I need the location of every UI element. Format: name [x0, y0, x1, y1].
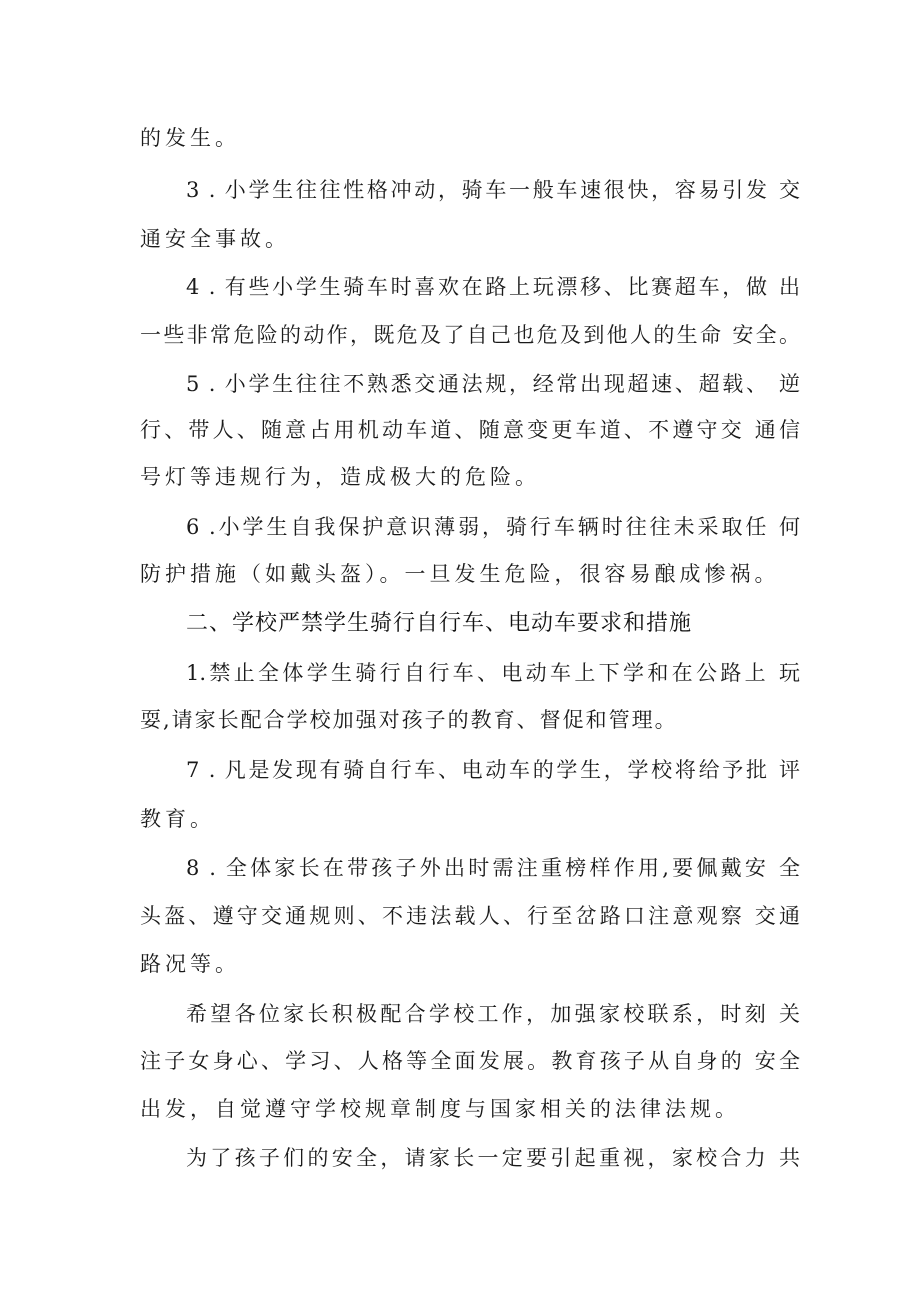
item-6-line-2: 防护措施（如戴头盔）。一旦发生危险，很容易酿成惨祸。 [140, 562, 780, 586]
rule-1-line-2: 耍,请家长配合学校加强对孩子的教育、督促和管理。 [140, 708, 678, 732]
closing-para-2-line-1: 为了孩子们的安全，请家长一定要引起重视，家校合力 共 [186, 1146, 800, 1170]
item-5-line-3: 号灯等违规行为，造成极大的危险。 [140, 465, 540, 489]
section-heading: 二、学校严禁学生骑行自行车、电动车要求和措施 [186, 611, 693, 636]
closing-para-1-line-1: 希望各位家长积极配合学校工作，加强家校联系，时刻 关 [186, 1002, 800, 1026]
item-5-line-2: 行、带人、随意占用机动车道、随意变更车道、不遵守交 通信 [140, 418, 800, 442]
text-line-1: 的发生。 [140, 126, 240, 150]
item-5-line-1: 5 . 小学生往往不熟悉交通法规，经常出现超速、超载、 逆 [186, 372, 800, 396]
item-3-line-2: 通安全事故。 [140, 227, 290, 251]
item-8-line-2: 头盔、遵守交通规则、不违法载人、行至岔路口注意观察 交通 [140, 904, 800, 928]
item-8-line-1: 8 . 全体家长在带孩子外出时需注重榜样作用,要佩戴安 全 [186, 856, 800, 880]
item-4-line-2: 一些非常危险的动作，既危及了自己也危及到他人的生命 安全。 [140, 323, 800, 347]
item-4-line-1: 4 . 有些小学生骑车时喜欢在路上玩漂移、比赛超车，做 出 [186, 275, 800, 299]
rule-1-line-1: 1.禁止全体学生骑行自行车、电动车上下学和在公路上 玩 [186, 661, 800, 685]
closing-para-1-line-3: 出发，自觉遵守学校规章制度与国家相关的法律法规。 [140, 1097, 740, 1121]
item-7-line-1: 7 . 凡是发现有骑自行车、电动车的学生，学校将给予批 评 [186, 758, 800, 782]
item-8-line-3: 路况等。 [140, 952, 240, 976]
item-3-line-1: 3 . 小学生往往性格冲动，骑车一般车速很快，容易引发 交 [186, 178, 800, 202]
closing-para-1-line-2: 注子女身心、学习、人格等全面发展。教育孩子从自身的 安全 [140, 1049, 800, 1073]
item-7-line-2: 教育。 [140, 807, 215, 831]
item-6-line-1: 6 .小学生自我保护意识薄弱，骑行车辆时往往未采取任 何 [186, 515, 800, 539]
